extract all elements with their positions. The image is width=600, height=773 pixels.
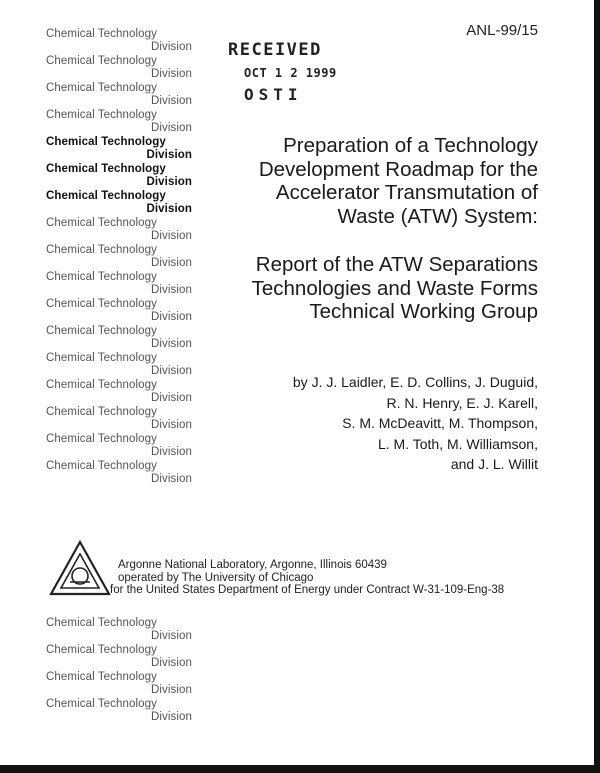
report-title (208, 134, 538, 228)
division-word: Division (150, 684, 192, 696)
division-entry (46, 271, 192, 297)
title-line: Accelerator Transmutation of (275, 181, 538, 204)
division-entry (46, 28, 192, 54)
division-word: Division (150, 257, 192, 269)
title-line: Preparation of a Technology (283, 134, 538, 157)
report-subtitle (208, 253, 538, 324)
division-entry (46, 244, 192, 270)
division-name: Chemical Technology (46, 460, 157, 472)
author-line: and J. L. Willit (450, 456, 538, 472)
division-entry (46, 644, 192, 670)
division-word: Division (150, 68, 192, 80)
affiliation-block (82, 559, 552, 597)
division-name: Chemical Technology (46, 28, 157, 40)
division-entry (46, 82, 192, 108)
title-line: Waste (ATW) System: (337, 204, 538, 228)
division-name: Chemical Technology (46, 298, 157, 310)
authors-list (218, 372, 538, 475)
division-name: Chemical Technology (46, 325, 157, 337)
division-word: Division (150, 419, 192, 431)
affiliation-operator: operated by The University of Chicago (118, 571, 314, 584)
division-name: Chemical Technology (46, 379, 157, 391)
division-word: Division (150, 365, 192, 377)
division-name: Chemical Technology (46, 352, 157, 364)
division-name: Chemical Technology (46, 644, 157, 656)
division-word: Division (150, 122, 192, 134)
affiliation-lab: Argonne National Laboratory, Argonne, Illinois 60439 (118, 559, 387, 571)
report-number: ANL-99/15 (466, 22, 538, 39)
author-line: S. M. McDeavitt, M. Thompson, (342, 415, 538, 431)
division-entry (46, 352, 192, 378)
division-entry (46, 109, 192, 135)
stamp-date: OCT 1 2 1999 (244, 66, 337, 80)
division-entry (46, 136, 192, 162)
division-name: Chemical Technology (46, 244, 157, 256)
division-entry (46, 190, 192, 216)
author-line: L. M. Toth, M. Williamson, (377, 435, 538, 452)
division-entry (46, 298, 192, 324)
division-name: Chemical Technology (46, 671, 157, 683)
page-border-right (594, 0, 600, 773)
division-entry (46, 325, 192, 351)
stamp-agency: OSTI (244, 85, 303, 104)
division-word: Division (150, 473, 192, 485)
received-stamp (228, 40, 337, 104)
division-word: Division (150, 95, 192, 107)
division-name: Chemical Technology (46, 617, 157, 629)
division-entry (46, 460, 192, 486)
division-word: Division (150, 392, 192, 404)
division-entry (46, 617, 192, 643)
division-name: Chemical Technology (46, 136, 166, 148)
division-word: Division (150, 41, 192, 53)
division-entry (46, 406, 192, 432)
division-entry (46, 55, 192, 81)
division-word: Division (150, 446, 192, 458)
division-word: Division (150, 284, 192, 296)
division-entry (46, 671, 192, 697)
division-name: Chemical Technology (46, 190, 166, 202)
division-word: Division (150, 230, 192, 242)
division-name: Chemical Technology (46, 82, 157, 94)
subtitle-line: Technical Working Group (309, 300, 538, 323)
title-line: Development Roadmap for the (258, 157, 538, 181)
division-name: Chemical Technology (46, 163, 166, 175)
division-word: Division (150, 311, 192, 323)
division-name: Chemical Technology (46, 406, 157, 418)
affiliation-contract: for the United States Department of Energy under Contract W-31-109-Eng-38 (110, 584, 505, 596)
page-border-bottom (0, 765, 600, 773)
division-word: Division (150, 338, 192, 350)
division-entry (46, 217, 192, 243)
subtitle-line: Technologies and Waste Forms (251, 276, 538, 300)
division-entry (46, 379, 192, 405)
division-name: Chemical Technology (46, 433, 157, 445)
division-word: Division (150, 711, 192, 723)
division-word: Division (146, 149, 192, 161)
division-word: Division (146, 176, 192, 188)
division-watermark-list-top (46, 28, 192, 487)
division-name: Chemical Technology (46, 109, 157, 121)
division-name: Chemical Technology (46, 55, 157, 67)
division-entry (46, 433, 192, 459)
author-line: by J. J. Laidler, E. D. Collins, J. Duguid, (292, 374, 538, 390)
division-name: Chemical Technology (46, 217, 157, 229)
division-entry (46, 698, 192, 724)
stamp-received-text: RECEIVED (228, 40, 322, 60)
division-watermark-list-bottom (46, 617, 192, 725)
division-word: Division (150, 630, 192, 642)
subtitle-line: Report of the ATW Separations (255, 253, 538, 276)
division-name: Chemical Technology (46, 698, 157, 710)
author-line: R. N. Henry, E. J. Karell, (386, 394, 538, 411)
division-word: Division (146, 203, 192, 215)
division-name: Chemical Technology (46, 271, 157, 283)
division-entry (46, 163, 192, 189)
division-word: Division (150, 657, 192, 669)
